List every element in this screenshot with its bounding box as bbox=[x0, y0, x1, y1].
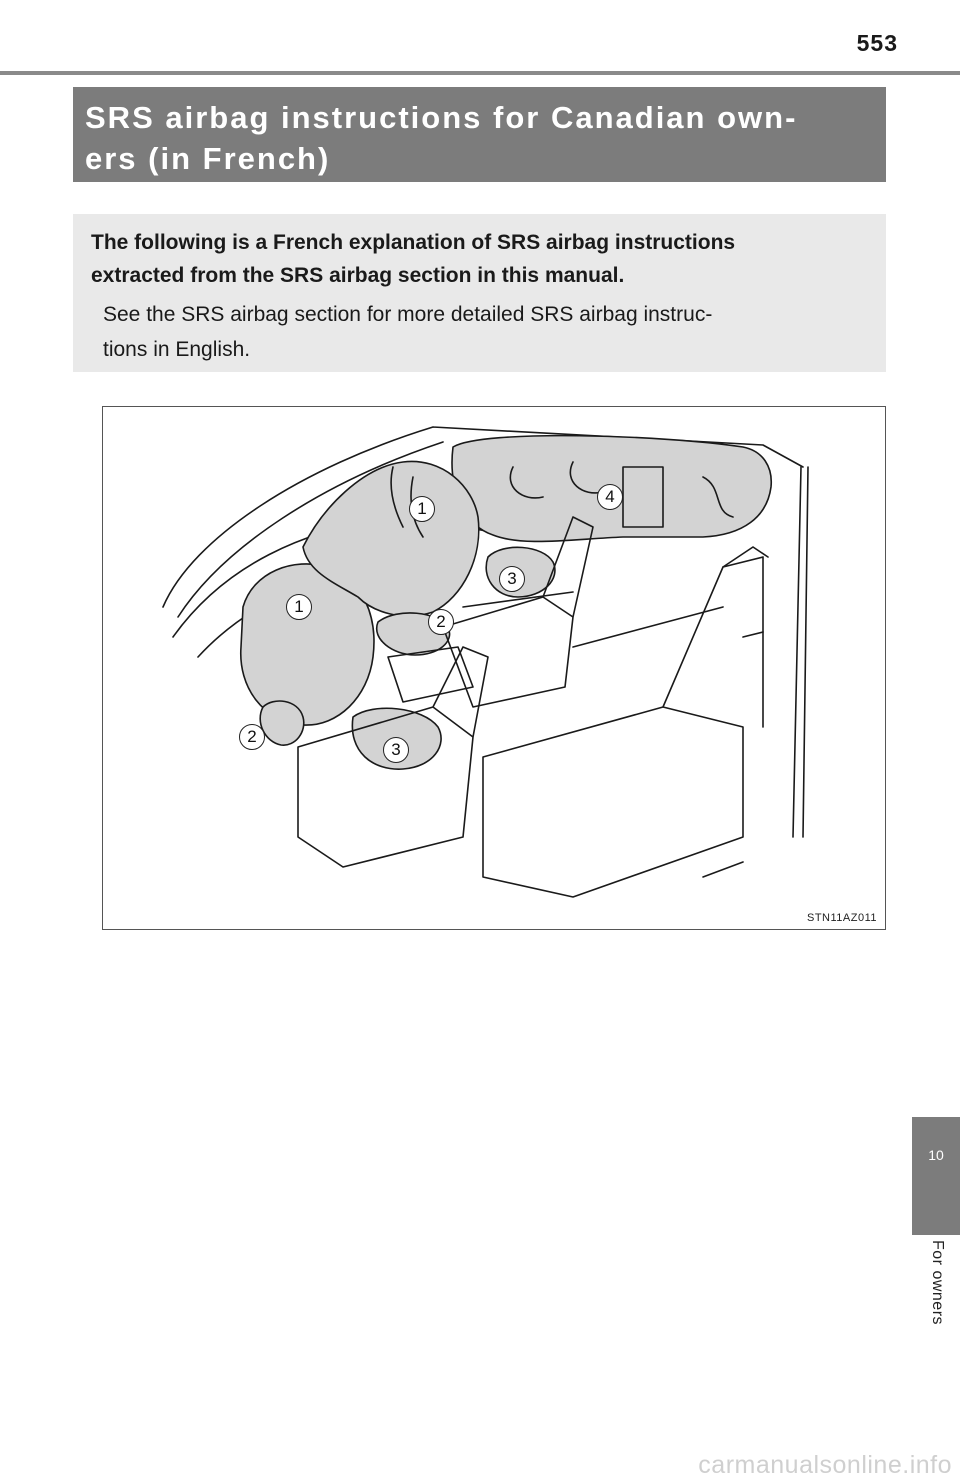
chapter-number: 10 bbox=[928, 1147, 944, 1163]
airbag-illustration bbox=[102, 406, 886, 930]
callout-3-passenger-seat-airbag: 3 bbox=[499, 566, 525, 592]
intro-normal-line-2: tions in English. bbox=[103, 338, 251, 361]
driver-knee-airbag bbox=[260, 701, 304, 745]
page-number: 553 bbox=[856, 30, 898, 56]
section-title-box bbox=[73, 87, 886, 182]
intro-box bbox=[73, 214, 886, 372]
airbag-drawing bbox=[103, 407, 885, 929]
intro-bold-line-1: The following is a French explanation of SRS airbag instructions bbox=[91, 231, 736, 254]
right-pillar bbox=[793, 467, 808, 837]
figure-code: STN11AZ011 bbox=[806, 912, 877, 924]
section-title-line-1: SRS airbag instructions for Canadian own- bbox=[85, 100, 798, 135]
callout-2-passenger-knee-airbag: 2 bbox=[428, 609, 454, 635]
chapter-label-text: For owners bbox=[929, 1240, 946, 1326]
rear-bench bbox=[483, 557, 763, 897]
section-title-line-2: ers (in French) bbox=[85, 141, 331, 176]
callout-1-driver-airbag: 1 bbox=[286, 594, 312, 620]
header-rule bbox=[0, 71, 960, 75]
callout-1-passenger-airbag: 1 bbox=[409, 496, 435, 522]
callout-2-driver-knee-airbag: 2 bbox=[239, 724, 265, 750]
chapter-tab bbox=[912, 1117, 960, 1235]
intro-normal-line-1: See the SRS airbag section for more detailed SRS airbag instruc- bbox=[103, 303, 713, 326]
intro-bold-line-2: extracted from the SRS airbag section in this manual. bbox=[91, 264, 625, 287]
callout-4-curtain-airbag: 4 bbox=[597, 484, 623, 510]
callout-3-driver-seat-airbag: 3 bbox=[383, 737, 409, 763]
watermark: carmanualsonline.info bbox=[698, 1451, 952, 1479]
